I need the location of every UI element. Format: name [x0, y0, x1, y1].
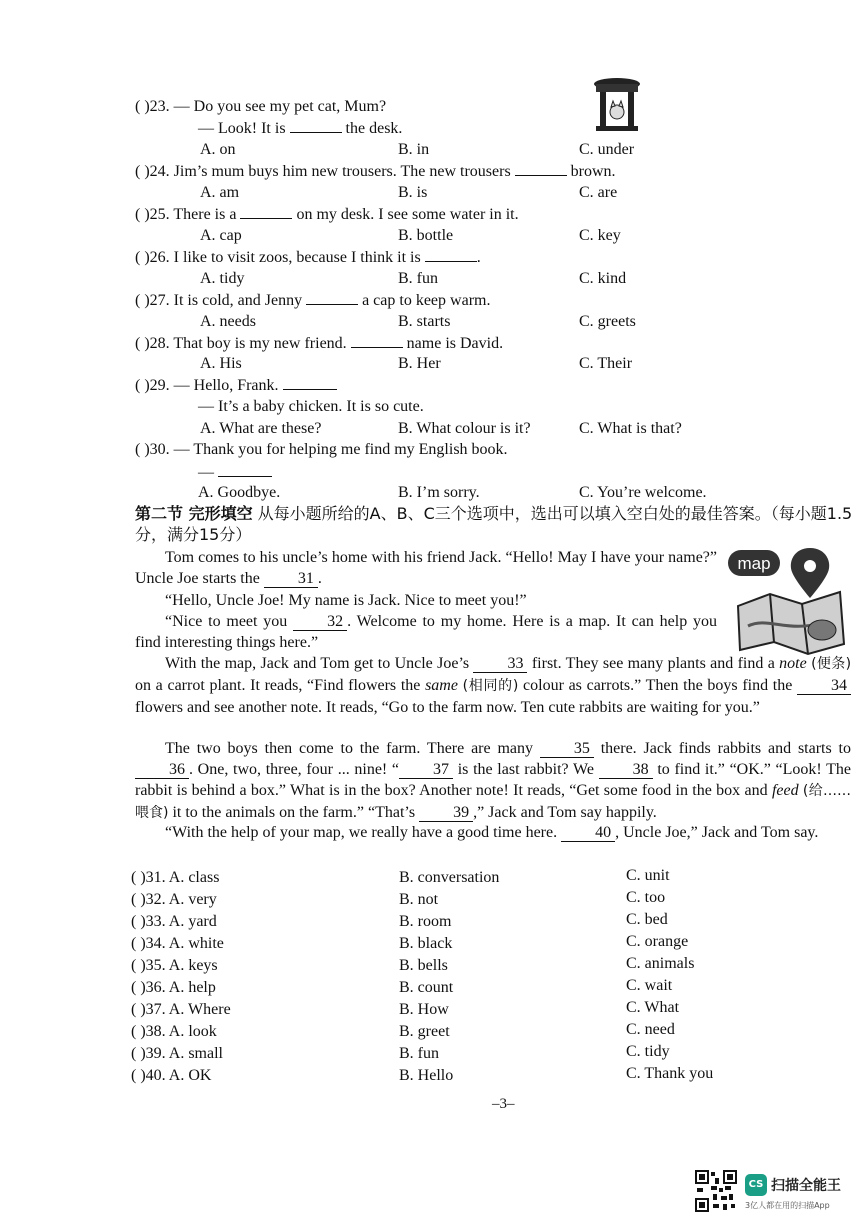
question-26-stem: ( )26. I like to visit zoos, because I think it is . [135, 246, 481, 268]
question-24-option-b: B. is [398, 184, 428, 201]
blank-32: 32 [293, 613, 347, 631]
cloze-option-38-c: C. need [626, 1021, 675, 1038]
question-30-stem: ( )30. — Thank you for helping me find my English book. [135, 441, 508, 458]
cloze-option-36-c: C. wait [626, 977, 673, 994]
cloze-option-32-a: ( )32. A. very [131, 891, 217, 908]
question-27-stem: ( )27. It is cold, and Jenny a cap to keep warm. [135, 289, 490, 311]
section-2-heading [135, 503, 855, 545]
passage-paragraph-3: “Nice to meet you 32 . Welcome to my home. Here is a map. It can help you find interesting things here.” [135, 613, 718, 651]
question-30-line2: — [198, 461, 272, 483]
question-24-stem: ( )24. Jim’s mum buys him new trousers. The new trousers brown. [135, 160, 616, 182]
passage-paragraph-2: “Hello, Uncle Joe! My name is Jack. Nice to meet you!” [165, 592, 527, 609]
cloze-option-34-c: C. orange [626, 933, 689, 950]
cloze-option-37-c: C. What [626, 999, 680, 1016]
cloze-option-36-a: ( )36. A. help [131, 979, 216, 996]
question-27-option-a: A. needs [200, 313, 256, 330]
question-30-option-b: B. I’m sorry. [398, 484, 480, 501]
blank-33: 33 [473, 655, 527, 673]
question-29-option-b: B. What colour is it? [398, 420, 531, 437]
question-29-line2: — It’s a baby chicken. It is so cute. [198, 398, 424, 415]
answer-blank [283, 374, 337, 390]
cloze-option-32-c: C. too [626, 889, 666, 906]
section-2-title: 第二节 完形填空 [135, 504, 253, 523]
cloze-option-40-a: ( )40. A. OK [131, 1067, 212, 1084]
answer-blank [306, 289, 358, 305]
cloze-option-34-b: B. black [399, 935, 453, 952]
cloze-option-31-c: C. unit [626, 867, 670, 884]
cloze-option-39-c: C. tidy [626, 1043, 670, 1060]
section-2-instruction: 从每小题所给的A、B、C三个选项中，选出可以填入空白处的最佳答案。（每小题1.5分，满分15分） [135, 504, 853, 544]
blank-35: 35 [540, 740, 594, 758]
answer-blank [290, 117, 342, 133]
cloze-option-31-b: B. conversation [399, 869, 500, 886]
blank-34: 34 [797, 677, 851, 695]
cloze-option-33-c: C. bed [626, 911, 668, 928]
camscanner-tagline: 3亿人都在用的扫描App [745, 1201, 830, 1210]
question-23-option-c: C. under [579, 141, 635, 158]
question-23-option-b: B. in [398, 141, 430, 158]
blank-38: 38 [599, 761, 653, 779]
question-26-option-b: B. fun [398, 270, 438, 287]
question-23-option-a: A. on [200, 141, 236, 158]
passage-paragraph-6: “With the help of your map, we really have a good time here. 40 , Uncle Joe,” Jack and Tom say. [165, 824, 819, 841]
blank-40: 40 [561, 824, 615, 842]
cloze-option-33-a: ( )33. A. yard [131, 913, 217, 930]
cloze-option-31-a: ( )31. A. class [131, 869, 220, 886]
question-28-option-b: B. Her [398, 355, 441, 372]
question-29-stem: ( )29. — Hello, Frank. [135, 374, 337, 396]
cat-under-desk-illustration [592, 76, 642, 132]
map-illustration [728, 546, 848, 663]
answer-blank [425, 246, 477, 262]
cloze-option-33-b: B. room [399, 913, 452, 930]
qr-code-icon [695, 1170, 737, 1212]
answer-blank [240, 203, 292, 219]
answer-blank [515, 160, 567, 176]
question-26-option-a: A. tidy [200, 270, 245, 287]
answer-blank [351, 332, 403, 348]
cloze-option-32-b: B. not [399, 891, 439, 908]
question-25-option-b: B. bottle [398, 227, 454, 244]
cloze-option-34-a: ( )34. A. white [131, 935, 224, 952]
question-30-option-c: C. You’re welcome. [579, 484, 707, 501]
cloze-option-35-b: B. bells [399, 957, 448, 974]
page-number: –3– [492, 1096, 515, 1112]
question-28-option-a: A. His [200, 355, 242, 372]
cloze-option-40-b: B. Hello [399, 1067, 454, 1084]
blank-36: 36 [135, 761, 189, 779]
map-bubble-label: map [737, 554, 771, 573]
cloze-option-39-a: ( )39. A. small [131, 1045, 223, 1062]
question-28-stem: ( )28. That boy is my new friend. name is David. [135, 332, 503, 354]
passage-paragraph-5: The two boys then come to the farm. There are many 35 there. Jack finds rabbits and starts to 36 . One, two, three, four ... nine! “ 37 is the last rabbit? We 38 to find it.” “OK.” “Look! The rabbit is behind a box.” What is in the box? Another note! It reads, “Get some food in the box and feed (给……喂食) it to the animals on the farm.” “That’s 39 ,” Jack and Tom say happily. [135, 740, 852, 821]
camscanner-logo-icon: CS [745, 1174, 767, 1196]
cloze-option-35-a: ( )35. A. keys [131, 957, 218, 974]
passage-paragraph-1: Tom comes to his uncle’s home with his friend Jack. “Hello! May I have your name?” Uncle Joe starts the 31 . [135, 549, 717, 587]
camscanner-name: 扫描全能王 [771, 1178, 841, 1194]
blank-37: 37 [399, 761, 453, 779]
cloze-option-38-a: ( )38. A. look [131, 1023, 217, 1040]
cloze-option-39-b: B. fun [399, 1045, 439, 1062]
question-28-option-c: C. Their [579, 355, 633, 372]
question-25-option-c: C. key [579, 227, 621, 244]
question-23-line2: — Look! It is the desk. [198, 117, 402, 139]
blank-39: 39 [419, 804, 473, 822]
cloze-option-37-b: B. How [399, 1001, 449, 1018]
question-26-option-c: C. kind [579, 270, 627, 287]
question-24-option-a: A. am [200, 184, 240, 201]
question-27-option-c: C. greets [579, 313, 636, 330]
cloze-option-36-b: B. count [399, 979, 454, 996]
blank-31: 31 [264, 570, 318, 588]
question-30-option-a: A. Goodbye. [198, 484, 281, 501]
question-25-option-a: A. cap [200, 227, 242, 244]
question-25-stem: ( )25. There is a on my desk. I see some water in it. [135, 203, 519, 225]
cloze-option-35-c: C. animals [626, 955, 695, 972]
question-23-stem: ( )23. — Do you see my pet cat, Mum? [135, 98, 387, 115]
question-27-option-b: B. starts [398, 313, 451, 330]
cloze-option-38-b: B. greet [399, 1023, 450, 1040]
cloze-option-40-c: C. Thank you [626, 1065, 714, 1082]
question-29-option-a: A. What are these? [200, 420, 322, 437]
question-29-option-c: C. What is that? [579, 420, 682, 437]
cloze-option-37-a: ( )37. A. Where [131, 1001, 231, 1018]
map-icon [728, 546, 848, 658]
question-24-option-c: C. are [579, 184, 618, 201]
answer-blank [218, 461, 272, 477]
passage-paragraph-4: With the map, Jack and Tom get to Uncle Joe’s 33 first. They see many plants and find a note (便条) on a carrot plant. It reads, “Find flowers the same (相同的) colour as carrots.” Then the boys find the 34 flowers and see another note. It reads, “Go to the farm now. Ten cute rabbits are waiting for you.” [135, 655, 852, 716]
